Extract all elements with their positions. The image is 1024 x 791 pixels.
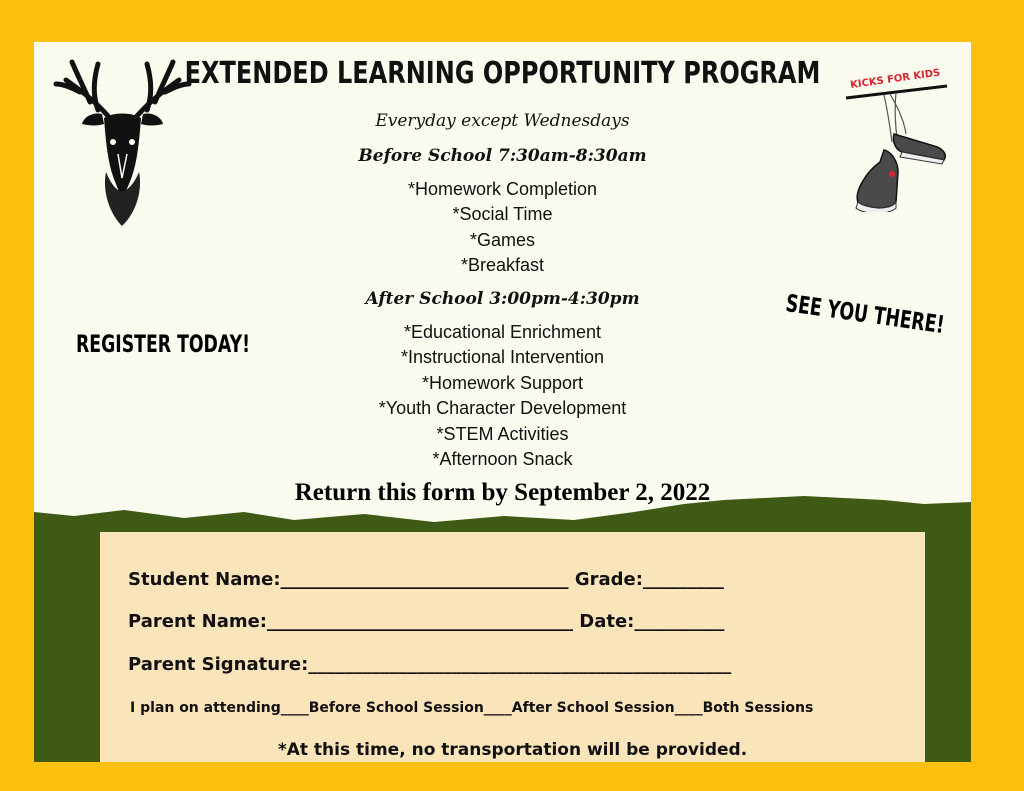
student-name-field: Student Name:________________________________: [128, 569, 569, 590]
list-item: *STEM Activities: [436, 423, 569, 444]
list-item: *Homework Support: [421, 372, 584, 393]
list-item: *Breakfast: [460, 255, 545, 276]
date-field: Date:__________: [579, 611, 725, 632]
list-item: *Instructional Intervention: [400, 347, 605, 368]
attendance-choice-line: I plan on attending____Before School Session____After School Session____Both Sessions: [130, 700, 814, 716]
parent-row: [128, 611, 724, 632]
list-item: *Afternoon Snack: [432, 449, 573, 470]
grade-field: Grade:_________: [574, 569, 724, 590]
return-deadline: Return this form by September 2, 2022: [294, 479, 711, 506]
list-item: *Games: [469, 229, 536, 250]
see-you-there-text: SEE YOU THERE!: [784, 289, 947, 340]
list-item: *Homework Completion: [407, 179, 598, 199]
register-today-text: REGISTER TODAY!: [76, 330, 251, 358]
after-school-heading: After School 3:00pm-4:30pm: [365, 289, 640, 309]
registration-form: [100, 532, 925, 762]
program-title: EXTENDED LEARNING OPPORTUNITY PROGRAM: [184, 56, 821, 91]
before-school-list: [34, 177, 971, 279]
flyer-page: [34, 42, 971, 762]
student-row: [128, 569, 724, 590]
parent-signature-field: Parent Signature:_______________________________________________: [128, 654, 732, 675]
svg-text:KICKS FOR KIDS: KICKS FOR KIDS: [849, 67, 941, 92]
transportation-note: *At this time, no transportation will be provided.: [277, 740, 748, 760]
schedule-days: Everyday except Wednesdays: [375, 111, 630, 131]
list-item: *Youth Character Development: [378, 398, 627, 419]
before-school-heading: Before School 7:30am-8:30am: [358, 146, 647, 166]
list-item: *Educational Enrichment: [403, 322, 602, 342]
list-item: *Social Time: [452, 204, 553, 225]
parent-name-field: Parent Name:__________________________________: [128, 611, 573, 632]
